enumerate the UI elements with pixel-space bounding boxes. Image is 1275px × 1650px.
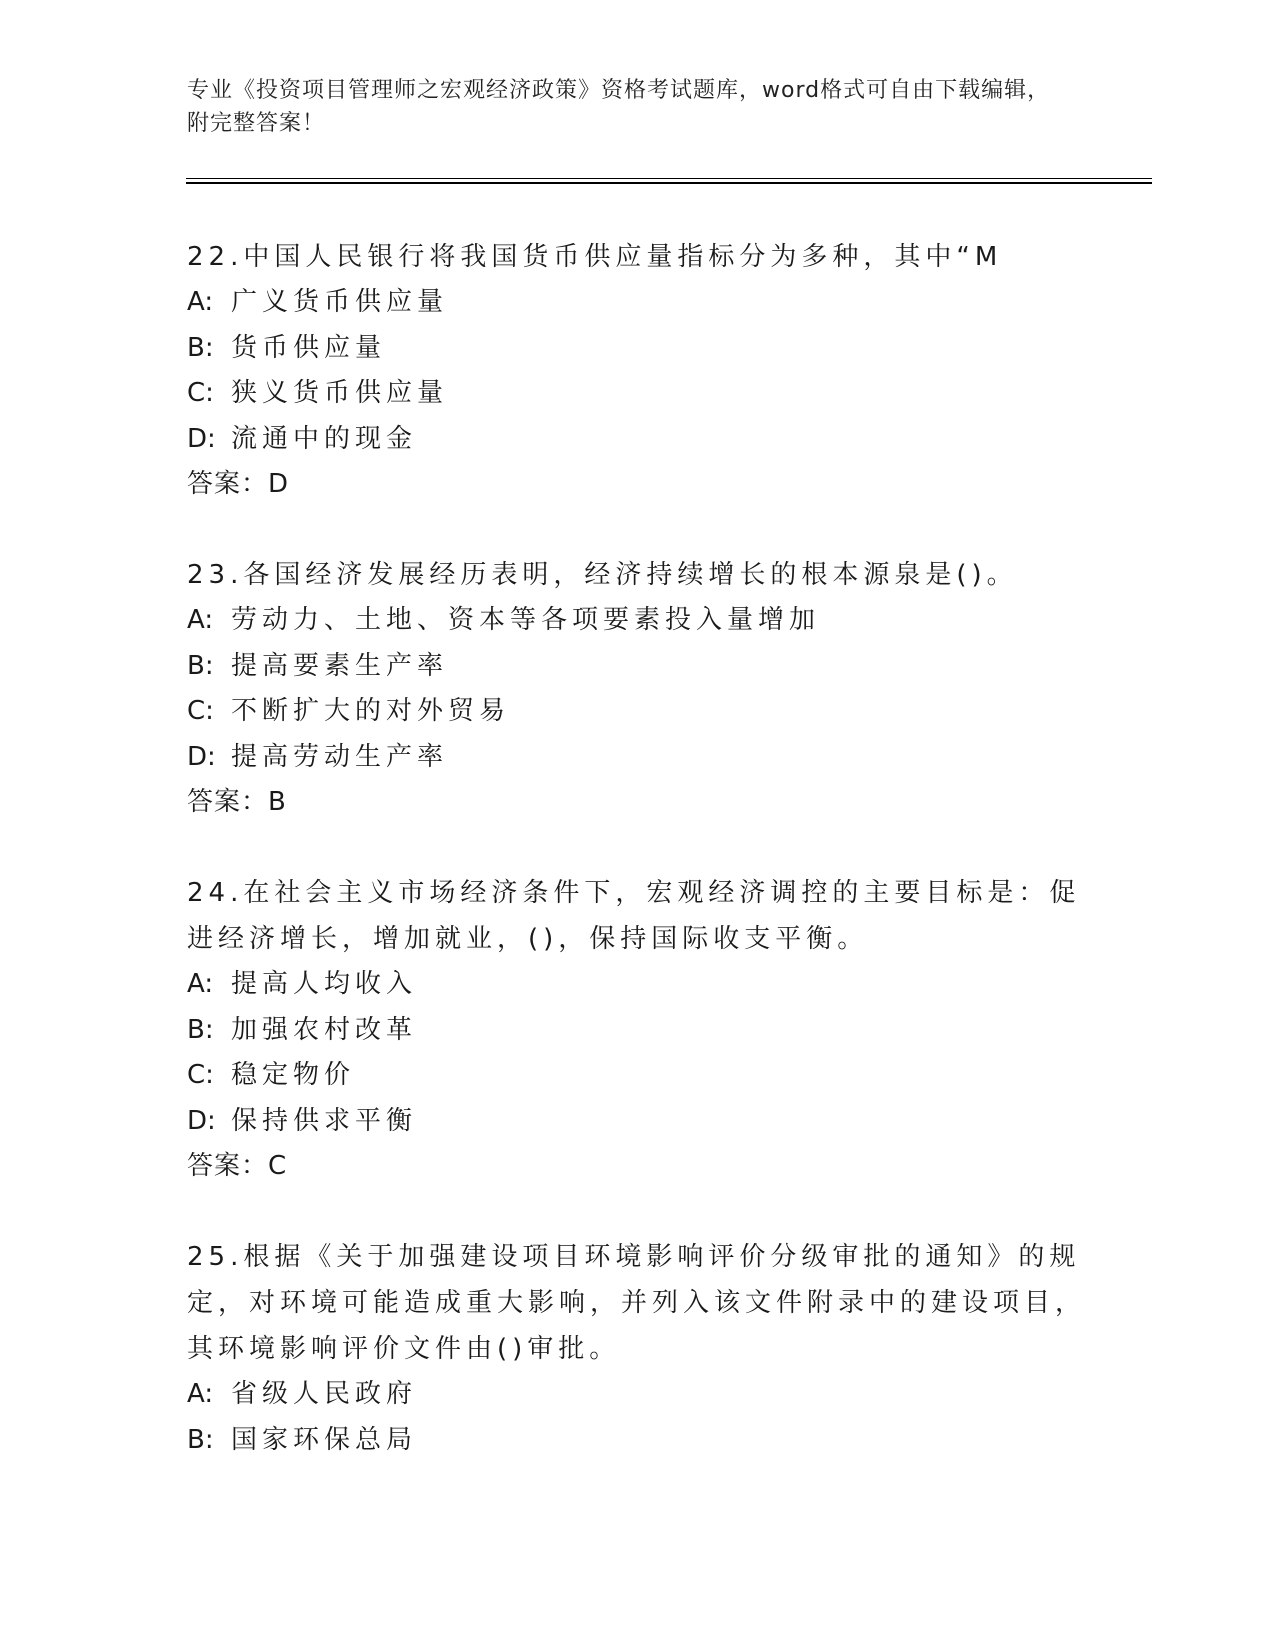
option-text: 狭义货币供应量 — [231, 378, 449, 408]
document-header: 专业《投资项目管理师之宏观经济政策》资格考试题库，word格式可自由下载编辑，附完整答案！ — [187, 78, 1051, 136]
header-divider-bottom — [186, 182, 1152, 184]
option-text: 国家环保总局 — [231, 1424, 418, 1455]
option-text: 提高人均收入 — [231, 969, 418, 999]
option-text: 广义货币供应量 — [231, 287, 449, 317]
option-b — [187, 326, 1087, 372]
option-text: 省级人民政府 — [231, 1379, 418, 1409]
option-letter: A: — [187, 287, 214, 317]
option-b — [187, 644, 1087, 690]
option-b — [187, 1008, 1087, 1054]
header-divider-top — [186, 178, 1152, 179]
question-stem: 22.中国人民银行将我国货币供应量指标分为多种，其中“M — [187, 242, 1003, 272]
question-stem: 24.在社会主义市场经济条件下，宏观经济调控的主要目标是：促进经济增长，增加就业，()，保持国际收支平衡。 — [187, 878, 1081, 954]
option-letter: B: — [187, 1014, 214, 1045]
option-c — [187, 1053, 1087, 1099]
option-text: 流通中的现金 — [231, 423, 418, 454]
option-letter: C: — [187, 378, 214, 408]
option-letter: D: — [187, 1105, 216, 1136]
option-text: 劳动力、土地、资本等各项要素投入量增加 — [231, 605, 821, 635]
question-24 — [187, 870, 1087, 1188]
option-letter: C: — [187, 696, 214, 726]
option-letter: A: — [187, 1379, 214, 1409]
option-letter: A: — [187, 969, 214, 999]
option-letter: B: — [187, 332, 214, 363]
question-22 — [187, 234, 1087, 506]
option-letter: D: — [187, 423, 216, 454]
option-letter: C: — [187, 1060, 214, 1090]
question-25 — [187, 1234, 1087, 1463]
option-text: 提高要素生产率 — [231, 650, 449, 681]
question-stem: 25.根据《关于加强建设项目环境影响评价分级审批的通知》的规定，对环境可能造成重大影响，并列入该文件附录中的建设项目，其环境影响评价文件由()审批。 — [187, 1242, 1087, 1364]
question-23 — [187, 552, 1087, 824]
option-letter: A: — [187, 605, 214, 635]
option-text: 货币供应量 — [231, 332, 387, 363]
answer-line: 答案：B — [187, 787, 287, 817]
option-letter: B: — [187, 650, 214, 681]
option-a — [187, 280, 1087, 326]
option-d — [187, 417, 1087, 463]
option-d — [187, 735, 1087, 781]
option-text: 提高劳动生产率 — [231, 741, 449, 772]
answer-line: 答案：D — [187, 469, 290, 499]
option-a — [187, 598, 1087, 644]
option-a — [187, 962, 1087, 1008]
option-d — [187, 1099, 1087, 1145]
option-a — [187, 1372, 1087, 1418]
question-stem: 23.各国经济发展经历表明，经济持续增长的根本源泉是()。 — [187, 560, 1018, 590]
option-text: 保持供求平衡 — [231, 1105, 418, 1136]
option-text: 不断扩大的对外贸易 — [231, 696, 511, 726]
option-letter: D: — [187, 741, 216, 772]
option-b — [187, 1418, 1087, 1464]
answer-line: 答案：C — [187, 1151, 288, 1181]
option-c — [187, 689, 1087, 735]
option-text: 稳定物价 — [231, 1060, 356, 1090]
option-text: 加强农村改革 — [231, 1014, 418, 1045]
option-letter: B: — [187, 1424, 214, 1455]
option-c — [187, 371, 1087, 417]
